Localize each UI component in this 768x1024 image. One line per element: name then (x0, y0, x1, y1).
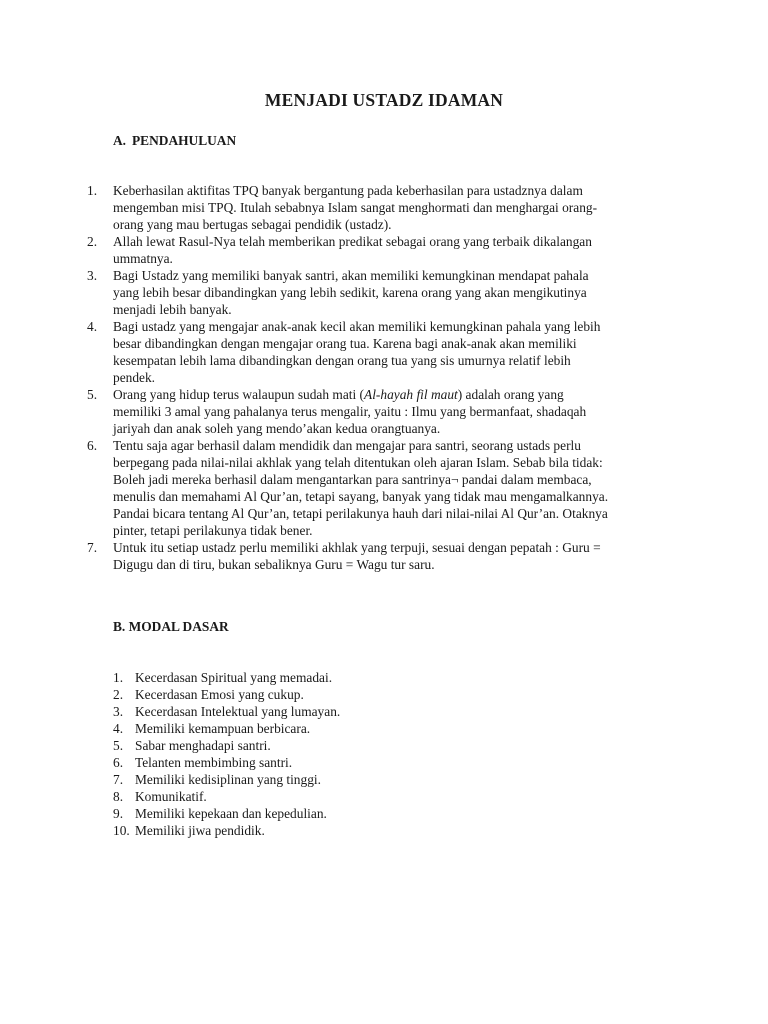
list-item-text-part: ) adalah orang yang memiliki 3 amal yang pahalanya terus mengalir, yaitu : Ilmu yang bermanfaat, shadaqah jariyah dan anak soleh yang mendo’akan kedua orangtuanya. (113, 387, 587, 436)
list-item-number: 5. (113, 738, 124, 753)
list-item-text: Kecerdasan Intelektual yang lumayan. (135, 704, 341, 719)
list-item-number: 3. (87, 268, 98, 283)
section-a-list (87, 182, 675, 573)
list-item-number: 2. (87, 234, 98, 249)
list-item-text: Kecerdasan Spiritual yang memadai. (135, 670, 333, 685)
list-item-number: 6. (113, 755, 124, 770)
list-item-number: 5. (87, 387, 98, 402)
list-item (113, 822, 513, 839)
list-item-text: Keberhasilan aktifitas TPQ banyak bergantung pada keberhasilan para ustadznya dalam mengemban misi TPQ. Itulah sebabnya Islam sangat menghormati dan menghargai orang- orang yang mau bertugas sebagai pendidik (ustadz). (113, 183, 598, 232)
list-item-text: Memiliki kepekaan dan kepedulian. (135, 806, 327, 821)
list-item-number: 4. (113, 721, 124, 736)
list-item (87, 539, 675, 573)
list-item-text: Allah lewat Rasul-Nya telah memberikan predikat sebagai orang yang terbaik dikalangan ummatnya. (113, 234, 592, 266)
list-item-number: 1. (87, 183, 98, 198)
list-item-number: 7. (113, 772, 124, 787)
list-item (113, 754, 513, 771)
section-b-list (113, 669, 513, 839)
list-item (113, 703, 513, 720)
list-item-text: Komunikatif. (135, 789, 207, 804)
list-item-text: Telanten membimbing santri. (135, 755, 293, 770)
list-item-text: Bagi Ustadz yang memiliki banyak santri, akan memiliki kemungkinan mendapat pahala yang lebih besar dibandingkan yang lebih sedikit, karena orang yang akan mengikutinya menjadi lebih banyak. (113, 268, 589, 317)
list-item-number: 3. (113, 704, 124, 719)
document-title: MENJADI USTADZ IDAMAN (264, 90, 504, 110)
list-item (113, 686, 513, 703)
list-item-text (113, 386, 675, 437)
list-item (113, 669, 513, 686)
list-item-number: 10. (113, 823, 130, 838)
list-item-number: 6. (87, 438, 98, 453)
list-item-text: Bagi ustadz yang mengajar anak-anak kecil akan memiliki kemungkinan pahala yang lebih besar dibandingkan dengan mengajar orang tua. Karena bagi anak-anak akan memiliki kesempatan lebih lama dibandingkan dengan orang tua yang sis umurnya relatif lebih pendek. (113, 319, 601, 385)
list-item (87, 437, 675, 539)
section-a-letter: A. (113, 133, 127, 148)
list-item-number: 2. (113, 687, 124, 702)
list-item (113, 771, 513, 788)
list-item-number: 8. (113, 789, 124, 804)
list-item (113, 788, 513, 805)
list-item (87, 318, 675, 386)
list-item (113, 737, 513, 754)
list-item-number: 4. (87, 319, 98, 334)
list-item-text: Memiliki kedisiplinan yang tinggi. (135, 772, 321, 787)
section-a-title: PENDAHULUAN (132, 133, 237, 148)
list-item-text: Untuk itu setiap ustadz perlu memiliki akhlak yang terpuji, sesuai dengan pepatah : Guru = Digugu dan di tiru, bukan sebaliknya Guru = Wagu tur saru. (113, 540, 601, 572)
list-item-text: Tentu saja agar berhasil dalam mendidik dan mengajar para santri, seorang ustads perlu berpegang pada nilai-nilai akhlak yang telah ditentukan oleh ajaran Islam. Sebab bila tidak: Boleh jadi mereka berhasil dalam mengantarkan para santrinya¬ pandai dalam membaca, menulis dan memahami Al Qur’an, tetapi sayang, banyak yang tidak mau mengamalkannya. Pandai bicara tentang Al Qur’an, tetapi perilakunya hauh dari nilai-nilai Al Qur’an. Otaknya pinter, tetapi perilakunya tidak bener. (113, 438, 609, 538)
list-item (87, 233, 675, 267)
list-item-number: 1. (113, 670, 124, 685)
list-item-text: Sabar menghadapi santri. (135, 738, 271, 753)
list-item-number: 7. (87, 540, 98, 555)
list-item-text: Memiliki jiwa pendidik. (135, 823, 265, 838)
list-item (87, 182, 675, 233)
list-item (113, 720, 513, 737)
list-item (113, 805, 513, 822)
list-item (87, 386, 675, 437)
list-item-text: Kecerdasan Emosi yang cukup. (135, 687, 304, 702)
section-b-heading: B. MODAL DASAR (113, 619, 229, 634)
list-item-italic-term: Al-hayah fil maut (364, 387, 458, 402)
list-item-number: 9. (113, 806, 124, 821)
list-item (87, 267, 675, 318)
list-item-text: Memiliki kemampuan berbicara. (135, 721, 311, 736)
list-item-text-part: Orang yang hidup terus walaupun sudah mati ( (113, 387, 365, 402)
section-a-heading (113, 132, 236, 149)
